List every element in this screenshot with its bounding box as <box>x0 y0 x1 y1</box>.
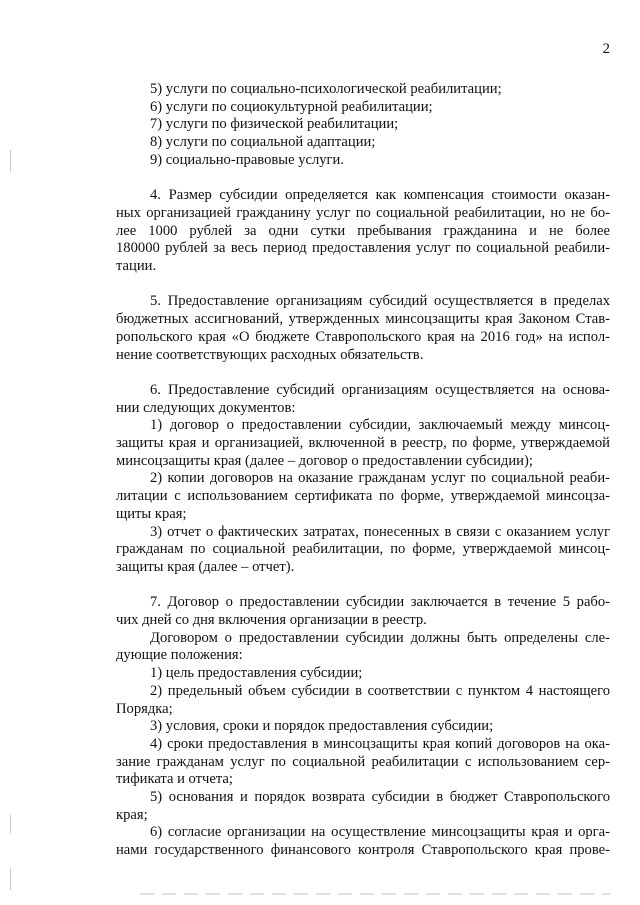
text-line: 6. Предоставление субсидий организациям осуществляется на основа- <box>150 381 610 398</box>
text-line: нами государственного финансового контроля Ставропольского края прове- <box>116 842 610 859</box>
text-line: 3) условия, сроки и порядок предоставления субсидии; <box>150 718 494 735</box>
text-line: защиты края (далее – отчет). <box>116 558 295 575</box>
text-line: 3) отчет о фактических затратах, понесенных в связи с оказанием услуг <box>150 523 610 540</box>
text-line: 180000 рублей за весь период предоставления услуг по социальной реабили- <box>116 240 610 257</box>
text-line: литации с использованием сертификата по форме, утверждаемой минсоцза- <box>116 488 610 505</box>
text-line: 6) услуги по социокультурной реабилитации; <box>150 98 433 115</box>
text-line: 8) услуги по социальной адаптации; <box>150 134 376 151</box>
text-line: 7) услуги по физической реабилитации; <box>150 116 399 133</box>
text-line: 4) сроки предоставления в минсоцзащиты края копий договоров на ока- <box>150 735 610 752</box>
text-line: гражданам по социальной реабилитации, по форме, утверждаемой минсоц- <box>116 541 610 558</box>
scan-margin-mark <box>10 150 11 172</box>
text-line: 1) договор о предоставлении субсидии, заключаемый между минсоц- <box>150 417 610 434</box>
text-line: 5) основания и порядок возврата субсидии в бюджет Ставропольского <box>150 789 610 806</box>
text-line: 5. Предоставление организациям субсидий осуществляется в пределах <box>150 293 610 310</box>
text-line: Договором о предоставлении субсидии должны быть определены сле- <box>150 629 610 646</box>
text-line: защиты края и организацией, включенной в реестр, по форме, утверждаемой <box>116 435 610 452</box>
paragraph-gap <box>116 276 610 294</box>
scan-margin-mark <box>10 815 11 833</box>
text-line: 4. Размер субсидии определяется как компенсация стоимости оказан- <box>150 187 610 204</box>
text-line: ных организацией гражданину услуг по социальной реабилитации, но не бо- <box>116 204 610 221</box>
text-line: 6) согласие организации на осуществление минсоцзащиты края и орга- <box>150 824 610 841</box>
scan-margin-mark <box>10 868 11 890</box>
document-body <box>116 81 610 860</box>
text-line: дующие положения: <box>116 647 243 664</box>
text-line: лее 1000 рублей за одни сутки пребывания гражданина и не более <box>116 222 610 239</box>
text-line: минсоцзащиты края (далее – договор о предоставлении субсидии); <box>116 452 533 469</box>
paragraph-gap <box>116 170 610 188</box>
paragraph-gap <box>116 364 610 382</box>
text-line: 2) предельный объем субсидии в соответствии с пунктом 4 настоящего <box>150 682 610 699</box>
text-line: края; <box>116 806 148 823</box>
text-line: ропольского края «О бюджете Ставропольского края на 2016 год» на испол- <box>116 328 610 345</box>
text-line: тации. <box>116 258 157 275</box>
text-line: щиты края; <box>116 505 187 522</box>
text-line: чих дней со дня включения организации в реестр. <box>116 612 427 629</box>
text-line: Порядка; <box>116 700 173 717</box>
text-line: нии следующих документов: <box>116 399 296 416</box>
text-line: 5) услуги по социально-психологической реабилитации; <box>150 81 502 97</box>
text-line: бюджетных ассигнований, утвержденных минсоцзащиты края Законом Став- <box>116 311 610 328</box>
text-line: тификата и отчета; <box>116 771 233 788</box>
text-line: зание гражданам услуг по социальной реабилитации с использованием сер- <box>116 753 610 770</box>
text-line: 1) цель предоставления субсидии; <box>150 665 363 682</box>
paragraph-gap <box>116 577 610 595</box>
scan-bottom-noise <box>140 893 610 895</box>
text-line: 2) копии договоров на оказание гражданам услуг по социальной реаби- <box>150 470 610 487</box>
text-line: 9) социально-правовые услуги. <box>150 151 345 168</box>
page-number: 2 <box>602 41 610 57</box>
text-line: 7. Договор о предоставлении субсидии заключается в течение 5 рабо- <box>150 594 610 611</box>
text-line: нение соответствующих расходных обязательств. <box>116 346 424 363</box>
